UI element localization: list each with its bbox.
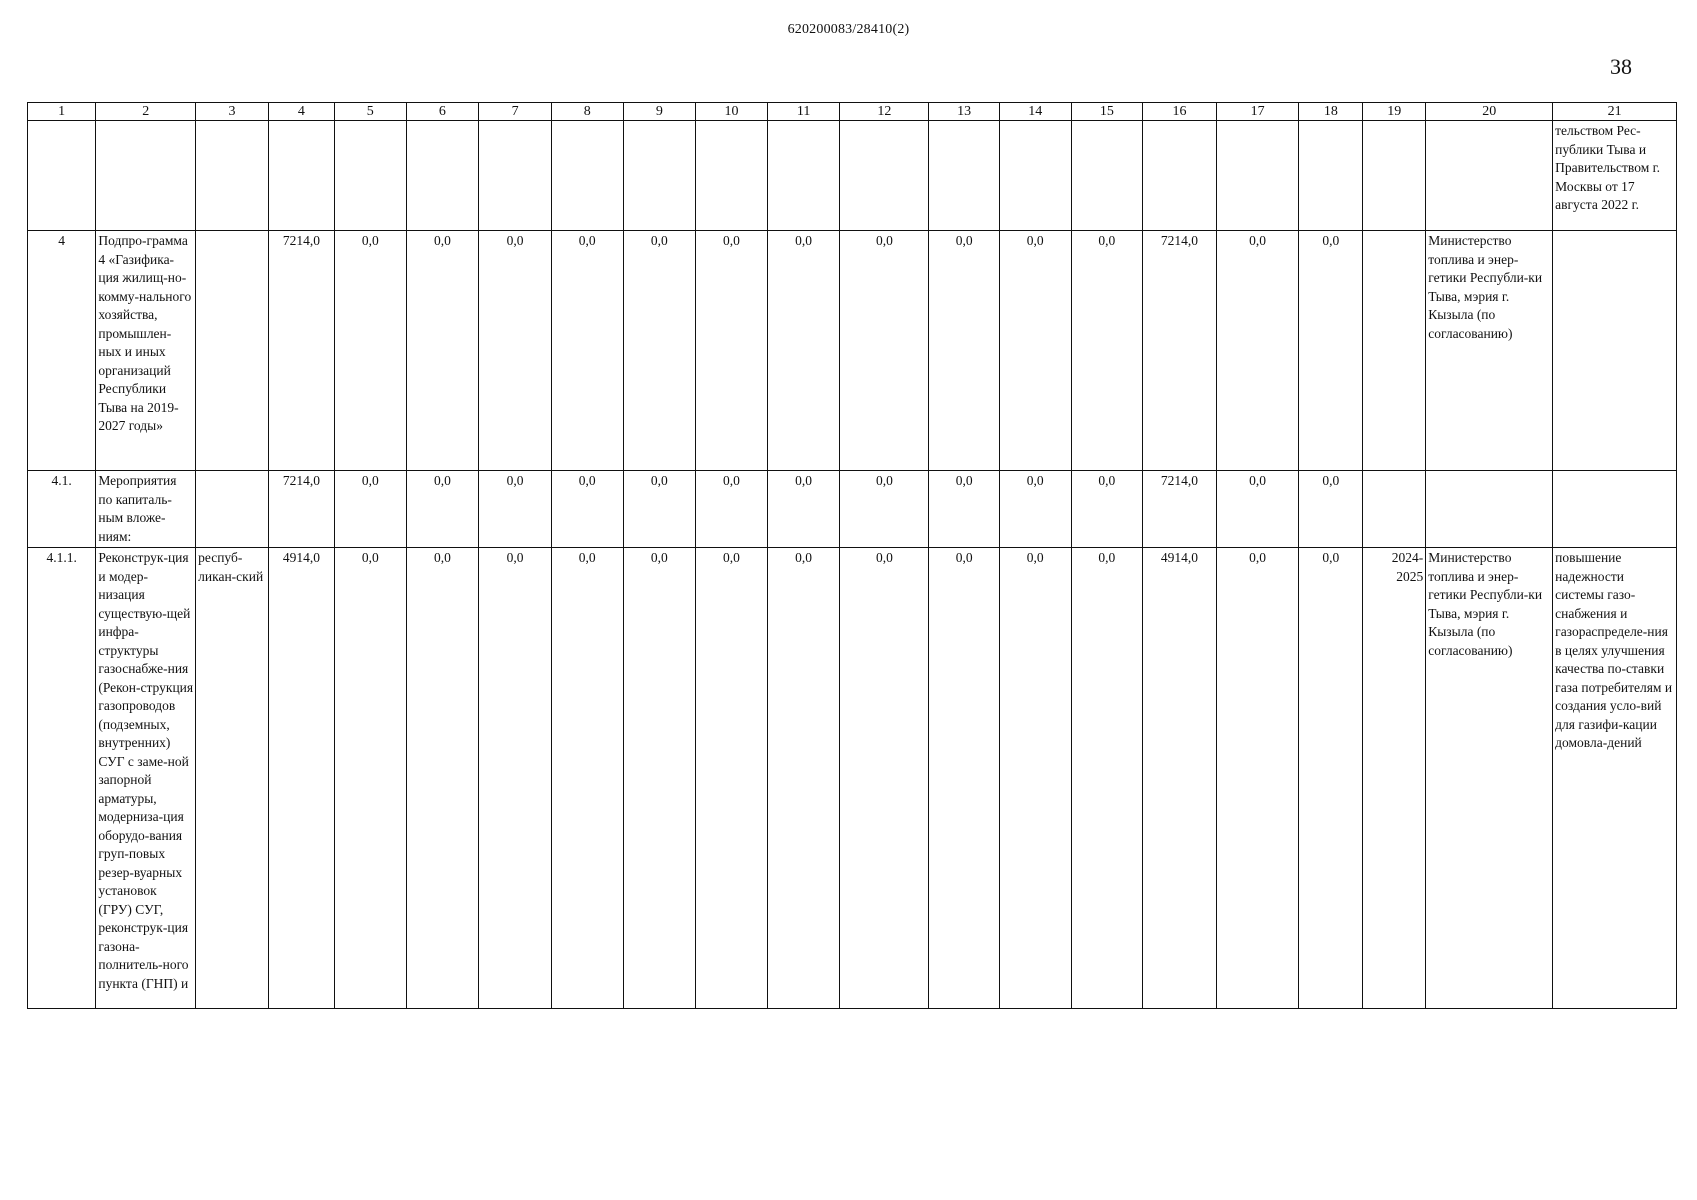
column-number-row (28, 103, 1677, 121)
column-header-12: 12 (840, 103, 929, 121)
column-header-11: 11 (767, 103, 840, 121)
amount-cell: 0,0 (767, 231, 840, 471)
amount-cell: 0,0 (479, 231, 552, 471)
period-cell (1363, 231, 1426, 471)
amount-cell: 0,0 (334, 548, 406, 1009)
funding-source-cell: респуб-ликан-ский (196, 548, 269, 1009)
amount-cell: 0,0 (767, 548, 840, 1009)
column-header-17: 17 (1216, 103, 1298, 121)
amount-cell: 0,0 (1071, 471, 1143, 548)
funding-source-cell (196, 471, 269, 548)
amount-cell: 0,0 (999, 471, 1071, 548)
amount-cell: 0,0 (1299, 471, 1363, 548)
amount-cell: 0,0 (696, 548, 768, 1009)
page-number: 38 (1610, 54, 1632, 79)
amount-cell: 7214,0 (1143, 231, 1217, 471)
amount-cell: 0,0 (1071, 231, 1143, 471)
amount-cell: 7214,0 (268, 471, 334, 548)
amount-cell: 4914,0 (268, 548, 334, 1009)
amount-cell: 0,0 (999, 548, 1071, 1009)
column-header-13: 13 (929, 103, 1000, 121)
expected-result-cell: повышение надежности системы газо-снабжения и газораспределе-ния в целях улучшения качества по-ставки газа потребителям и создания усло-вий для газифи-кации домовла-дений (1553, 548, 1677, 1009)
column-header-16: 16 (1143, 103, 1217, 121)
column-header-15: 15 (1071, 103, 1143, 121)
amount-cell (406, 121, 479, 231)
document-id: 620200083/28410(2) (787, 22, 910, 37)
amount-cell (551, 121, 623, 231)
row-number-cell: 4 (28, 231, 96, 471)
column-header-19: 19 (1363, 103, 1426, 121)
funding-source-cell (196, 121, 269, 231)
amount-cell: 0,0 (334, 471, 406, 548)
amount-cell (696, 121, 768, 231)
amount-cell (334, 121, 406, 231)
amount-cell: 0,0 (929, 548, 1000, 1009)
amount-cell: 0,0 (406, 471, 479, 548)
activity-name-cell: Реконструк-ция и модер-низация существую-щей инфра-структуры газоснабже-ния (Рекон-струкция газопроводов (подземных, внутренних) СУГ с заме-ной запорной арматуры, модерниза-ция оборудо-вания груп-повых резер-вуарных установок (ГРУ) СУГ, реконструк-ция газона-полнитель-ного пункта (ГНП) и (96, 548, 196, 1009)
amount-cell: 0,0 (1299, 231, 1363, 471)
amount-cell: 0,0 (696, 471, 768, 548)
amount-cell: 0,0 (406, 548, 479, 1009)
column-header-5: 5 (334, 103, 406, 121)
expected-result-cell: тельством Рес-публики Тыва и Правительством г. Москвы от 17 августа 2022 г. (1553, 121, 1677, 231)
amount-cell (268, 121, 334, 231)
column-header-18: 18 (1299, 103, 1363, 121)
amount-cell: 0,0 (1216, 471, 1298, 548)
amount-cell: 0,0 (1299, 548, 1363, 1009)
amount-cell: 0,0 (1071, 548, 1143, 1009)
amount-cell: 0,0 (840, 548, 929, 1009)
table-row (28, 121, 1677, 231)
amount-cell (1071, 121, 1143, 231)
amount-cell: 0,0 (999, 231, 1071, 471)
amount-cell: 0,0 (1216, 548, 1298, 1009)
responsible-executor-cell: Министерство топлива и энер-гетики Республи-ки Тыва, мэрия г. Кызыла (по согласованию) (1426, 548, 1553, 1009)
amount-cell: 0,0 (334, 231, 406, 471)
column-header-3: 3 (196, 103, 269, 121)
column-header-2: 2 (96, 103, 196, 121)
amount-cell: 4914,0 (1143, 548, 1217, 1009)
amount-cell: 0,0 (551, 231, 623, 471)
funding-source-cell (196, 231, 269, 471)
amount-cell: 0,0 (406, 231, 479, 471)
activity-name-cell (96, 121, 196, 231)
row-number-cell: 4.1. (28, 471, 96, 548)
amount-cell: 0,0 (767, 471, 840, 548)
column-header-6: 6 (406, 103, 479, 121)
column-header-7: 7 (479, 103, 552, 121)
activity-name-cell: Подпро-грамма 4 «Газифика-ция жилищ-но-комму-нального хозяйства, промышлен-ных и иных организаций Республики Тыва на 2019-2027 годы» (96, 231, 196, 471)
column-header-14: 14 (999, 103, 1071, 121)
amount-cell (929, 121, 1000, 231)
amount-cell (840, 121, 929, 231)
amount-cell: 0,0 (1216, 231, 1298, 471)
table-row (28, 471, 1677, 548)
responsible-executor-cell: Министерство топлива и энер-гетики Республи-ки Тыва, мэрия г. Кызыла (по согласованию) (1426, 231, 1553, 471)
amount-cell: 0,0 (479, 471, 552, 548)
amount-cell: 0,0 (551, 471, 623, 548)
amount-cell: 0,0 (551, 548, 623, 1009)
amount-cell: 0,0 (479, 548, 552, 1009)
amount-cell (1299, 121, 1363, 231)
amount-cell (1143, 121, 1217, 231)
column-header-8: 8 (551, 103, 623, 121)
responsible-executor-cell (1426, 121, 1553, 231)
amount-cell: 7214,0 (1143, 471, 1217, 548)
amount-cell (1216, 121, 1298, 231)
amount-cell: 0,0 (840, 471, 929, 548)
period-cell (1363, 471, 1426, 548)
amount-cell: 0,0 (623, 231, 696, 471)
amount-cell (767, 121, 840, 231)
column-header-10: 10 (696, 103, 768, 121)
table-row (28, 548, 1677, 1009)
table-row (28, 231, 1677, 471)
amount-cell: 0,0 (929, 231, 1000, 471)
column-header-4: 4 (268, 103, 334, 121)
expected-result-cell (1553, 231, 1677, 471)
row-number-cell: 4.1.1. (28, 548, 96, 1009)
expected-result-cell (1553, 471, 1677, 548)
column-header-9: 9 (623, 103, 696, 121)
amount-cell: 0,0 (929, 471, 1000, 548)
amount-cell (479, 121, 552, 231)
period-cell (1363, 121, 1426, 231)
responsible-executor-cell (1426, 471, 1553, 548)
column-header-20: 20 (1426, 103, 1553, 121)
amount-cell: 0,0 (623, 548, 696, 1009)
budget-table (27, 102, 1677, 1009)
column-header-21: 21 (1553, 103, 1677, 121)
activity-name-cell: Мероприятия по капиталь-ным вложе-ниям: (96, 471, 196, 548)
amount-cell: 0,0 (623, 471, 696, 548)
column-header-1: 1 (28, 103, 96, 121)
amount-cell: 7214,0 (268, 231, 334, 471)
amount-cell: 0,0 (696, 231, 768, 471)
amount-cell (623, 121, 696, 231)
period-cell: 2024-2025 (1363, 548, 1426, 1009)
amount-cell (999, 121, 1071, 231)
row-number-cell (28, 121, 96, 231)
amount-cell: 0,0 (840, 231, 929, 471)
